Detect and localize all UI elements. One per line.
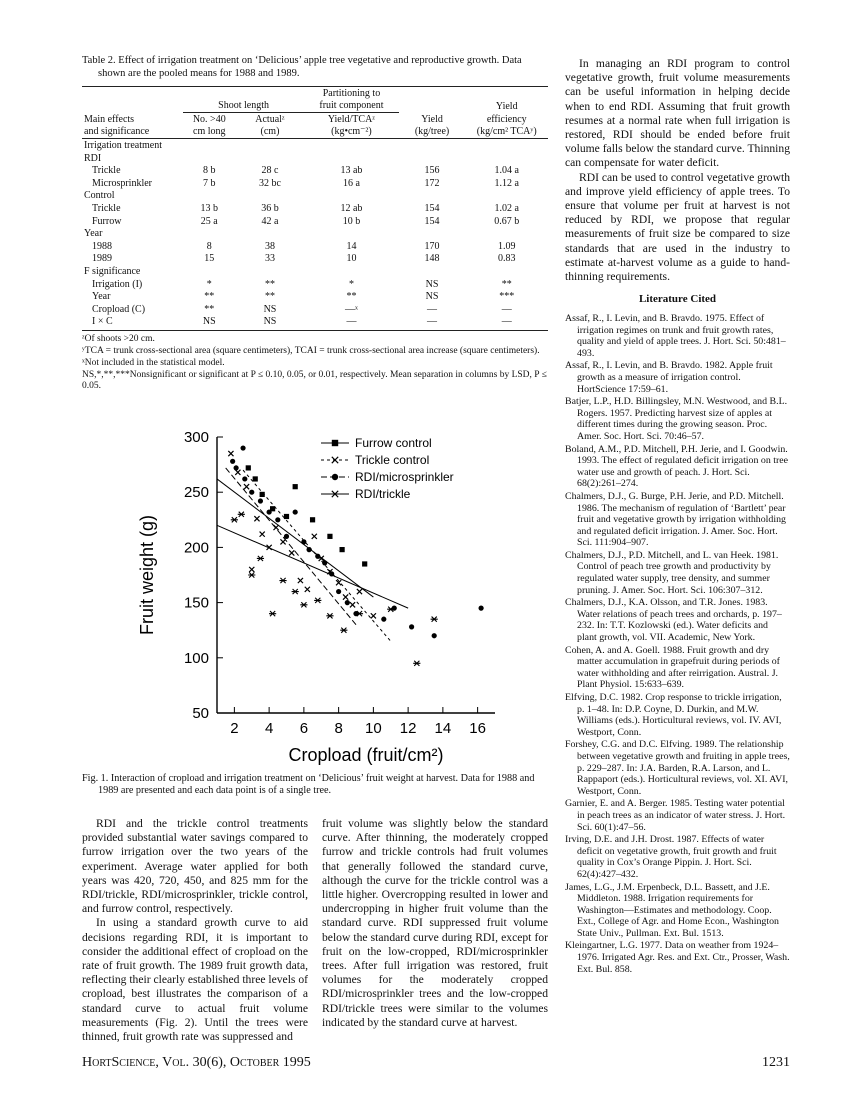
table-cell <box>399 265 466 278</box>
table-cell: 33 <box>264 253 275 265</box>
y-axis-label: Fruit weight (g) <box>137 514 157 636</box>
body-column-right <box>565 57 790 284</box>
table-cell: 10 b <box>342 215 361 227</box>
data-point <box>257 556 264 561</box>
body-column-middle <box>322 817 548 1030</box>
table-caption: Table 2. Effect of irrigation treatment on ‘Delicious’ apple tree vegetative and reproductive growth. Data shown are the pooled means for 1988 and 1989. <box>82 55 522 79</box>
table-cell <box>399 139 466 152</box>
table-cell <box>304 190 398 203</box>
column-header-5-line1: efficiency <box>486 113 527 125</box>
table-footnote: ᶻOf shoots >20 cm. <box>82 334 155 345</box>
table-row <box>82 265 548 278</box>
regression-line <box>217 479 373 597</box>
data-point <box>340 547 345 552</box>
column-header-5-line2: (kg/cm² TCAʸ) <box>476 126 537 138</box>
table-cell <box>304 152 398 165</box>
right-column-paragraph: In managing an RDI program to control vegetative growth, fruit volume measurements can be useful information in helping decide when to end RDI. Assuming that fruit growth resumes at a normal rate when full irrigation is restored, RDI should be ended before fruit volume falls below the standard curve. Thinning can compensate for water deficit. <box>565 57 790 170</box>
table-row <box>82 152 548 165</box>
legend-label: RDI/microsprinkler <box>355 470 454 484</box>
table-cell <box>399 228 466 241</box>
table-cell <box>236 265 305 278</box>
data-point <box>275 517 280 522</box>
table-cell: 42 a <box>261 215 279 227</box>
fruit-weight-scatter-chart <box>125 425 515 770</box>
data-point <box>413 661 420 666</box>
data-point <box>246 465 251 470</box>
table-cell: — <box>501 303 512 315</box>
table-cell: 14 <box>346 240 357 252</box>
x-tick-label: 10 <box>365 720 382 737</box>
table-cell: 154 <box>424 215 440 227</box>
data-point <box>249 490 254 495</box>
data-point <box>322 560 327 565</box>
data-point <box>432 633 437 638</box>
table-cell: NS <box>263 303 277 315</box>
reference-item: Batjer, L.P., H.D. Billingsley, M.N. Westwood, and B.L. Rogers. 1957. Predicting harvest size of apples at different times during the growing season. Proc. Amer. Soc. Hort. Sci. 70:46–57. <box>565 396 788 442</box>
table-cell: 170 <box>424 240 440 252</box>
data-point <box>273 525 278 530</box>
data-point <box>312 534 317 539</box>
legend-label: Trickle control <box>355 453 430 467</box>
footer-journal: HortScience, Vol. 30(6), October 1995 <box>82 1055 311 1070</box>
data-point <box>284 514 289 519</box>
data-point <box>258 498 263 503</box>
table-cell: ** <box>264 278 275 290</box>
reference-item: Irving, D.E. and J.H. Drost. 1987. Effects of water deficit on vegetative growth, fruit growth and fruit quality in Cox’s Orange Pippin. J. Hort. Sci. 62(4):427–432. <box>565 834 777 880</box>
reference-item: Kleingartner, L.G. 1977. Data on weather from 1924–1976. Irrigated Agr. Res. and Ext. Ctr., Prosser, Wash. Ext. Bul. 858. <box>565 940 790 975</box>
table-cell: ** <box>346 291 357 303</box>
data-point <box>249 567 254 572</box>
table-cell: *** <box>499 291 515 303</box>
figure-1 <box>125 425 515 770</box>
table-row <box>82 190 548 203</box>
footer-page-number: 1231 <box>762 1055 790 1070</box>
table-cell: 0.83 <box>497 253 516 265</box>
table-cell <box>304 139 398 152</box>
reference-item: Chalmers, D.J., K.A. Olsson, and T.R. Jones. 1983. Water relations of peach trees and orchards, p. 197–232. In: T.T. Kozlowski (ed.). Water deficits and plant growth, vol. VII. Academic, New York. <box>565 597 782 644</box>
column-header-3-line1: Yield/TCAᶻ <box>327 113 376 125</box>
table-cell <box>399 152 466 165</box>
table-cell: * <box>206 278 212 290</box>
data-point <box>269 611 276 616</box>
data-point <box>387 607 394 612</box>
table-cell: 156 <box>424 165 440 177</box>
legend-label: Furrow control <box>355 436 432 450</box>
table-cell <box>236 139 305 152</box>
table-cell: 32 bc <box>258 177 281 189</box>
table-footnotes <box>82 334 548 393</box>
table-cell <box>465 228 548 241</box>
group-header-yield: Yield <box>495 100 518 112</box>
right-column-paragraph: RDI can be used to control vegetative growth and improve yield efficiency of apple trees. To ensure that volume per fruit at harvest is not reduced by RDI, we propose that regular measurements of fruit size be compared to size standards that are used in the industry to estimate at-harvest volume as a guide to hand-thinning requirements. <box>565 170 790 284</box>
row-label: RDI <box>84 152 102 164</box>
table-cell: 25 a <box>200 215 218 227</box>
data-point <box>326 613 333 618</box>
table-footnote: ˣNot included in the statistical model. <box>82 357 225 368</box>
row-label: Trickle <box>92 202 121 214</box>
table-cell: 15 <box>204 253 215 265</box>
data-point <box>244 484 249 489</box>
table-cell <box>183 139 236 152</box>
row-label: Year <box>84 228 103 240</box>
column-header-0-line2: and significance <box>84 126 150 138</box>
row-label: Trickle <box>92 165 121 177</box>
column-header-4-line1: Yield <box>421 113 443 125</box>
data-point <box>267 509 272 514</box>
table-cell: 36 b <box>261 202 279 214</box>
row-label: Irrigation (I) <box>92 278 143 290</box>
table-cell: ** <box>204 303 215 315</box>
data-point <box>238 512 245 517</box>
row-label: F significance <box>84 265 141 277</box>
data-point <box>260 532 265 537</box>
table-cell: 16 a <box>342 177 360 189</box>
table-cell: 172 <box>424 177 440 189</box>
table-cell: 1.09 <box>497 240 516 252</box>
table-cell <box>183 190 236 203</box>
table-row <box>82 165 548 178</box>
reference-item: Boland, A.M., P.D. Mitchell, P.H. Jerie, and I. Goodwin. 1993. The effect of regulated deficit irrigation on tree water use and growth of peach. J. Hort. Sci. 68(2):261–274. <box>565 443 789 490</box>
data-point <box>327 534 332 539</box>
table-row <box>82 303 548 316</box>
data-point <box>240 445 245 450</box>
x-tick-label: 8 <box>334 720 343 737</box>
data-point <box>314 598 321 603</box>
table-cell: ** <box>501 278 512 290</box>
table-cell: 13 b <box>200 202 219 214</box>
x-axis-label: Cropload (fruit/cm²) <box>288 745 444 765</box>
results-table <box>82 87 548 328</box>
data-point <box>479 606 484 611</box>
row-label: 1989 <box>92 253 112 265</box>
row-label: Furrow <box>92 215 122 227</box>
legend-marker <box>332 457 338 463</box>
table-cell <box>183 265 236 278</box>
table-cell: — <box>427 303 438 315</box>
table-row <box>82 215 548 228</box>
data-point <box>315 554 320 559</box>
body-column-left <box>82 817 308 1044</box>
table-row <box>82 253 548 266</box>
references-list <box>565 313 790 976</box>
table-cell <box>236 190 305 203</box>
y-tick-label: 50 <box>192 705 209 722</box>
column-header-3-line2: (kg•cm⁻²) <box>331 126 372 138</box>
table-row <box>82 291 548 304</box>
table-cell <box>183 152 236 165</box>
table-cell: 38 <box>264 240 275 252</box>
row-label: I × C <box>92 316 113 328</box>
table-cell: 154 <box>424 202 440 214</box>
table-cell: — <box>501 316 512 328</box>
table-cell <box>183 228 236 241</box>
reference-item: Garnier, E. and A. Berger. 1985. Testing water potential in peach trees as an indicator of water stress. J. Hort. Sci. 60(1):47–56. <box>565 798 786 833</box>
table-cell <box>465 190 548 203</box>
data-point <box>343 594 348 599</box>
table-cell <box>465 152 548 165</box>
y-tick-label: 150 <box>183 594 209 612</box>
table-cell: —ˣ <box>344 303 358 315</box>
table-cell: 1.12 a <box>494 177 519 189</box>
data-point <box>231 517 238 522</box>
table-cell <box>236 228 305 241</box>
legend-marker <box>332 440 338 446</box>
x-tick-label: 2 <box>230 720 239 737</box>
column-header-4-line2: (kg/tree) <box>414 126 450 138</box>
data-point <box>362 561 367 566</box>
data-point <box>293 509 298 514</box>
table-row <box>82 278 548 291</box>
data-point <box>279 578 286 583</box>
table-cell: ** <box>204 291 215 303</box>
data-point <box>248 572 255 577</box>
data-point <box>340 628 347 633</box>
y-tick-label: 250 <box>183 484 209 502</box>
data-point <box>305 587 310 592</box>
table-cell <box>465 139 548 152</box>
table-cell: 10 <box>346 253 357 265</box>
data-point <box>292 589 299 594</box>
table-footnote: NS,*,**,***Nonsignificant or significant at P ≤ 0.10, 0.05, or 0.01, respectively. Mean separation in columns by LSD, P ≤ 0.05. <box>82 369 547 392</box>
group-header-partition1: Partitioning to <box>322 87 381 99</box>
data-point <box>301 539 306 544</box>
data-point <box>329 571 334 576</box>
x-tick-label: 16 <box>469 720 486 737</box>
reference-item: Chalmers, D.J., P.D. Mitchell, and L. van Heek. 1981. Control of peach tree growth and productivity by regulated water supply, tree density, and summer pruning. J. Amer. Soc. Hort. Sci. 106:307–312. <box>565 549 779 596</box>
table-cell <box>304 265 398 278</box>
data-point <box>371 613 376 618</box>
table-row <box>82 240 548 253</box>
table-cell: ** <box>264 291 275 303</box>
legend-marker <box>331 491 339 497</box>
table-cell: 1.02 a <box>494 202 519 214</box>
middle-column-paragraph: fruit volume was slightly below the standard curve. After thinning, the moderately cropped furrow and trickle controls had fruit volumes that generally followed the standard curve, although the curve for the trickle control was a little higher. Overcropping resulted in lower and undercropping in higher fruit volume than the standard curve. RDI suppressed fruit volume below the standard curve during RDI, except for fruit on the low-cropped, RDI/microsprinkler trees. After full irrigation was restored, fruit volumes for the moderately cropped RDI/microsprinkler trees and the low-cropped RDI/trickle trees were similar to the volumes indicated by the standard curve at harvest. <box>322 817 548 1029</box>
row-label: 1988 <box>92 240 112 252</box>
table-row <box>82 177 548 190</box>
reference-item: James, L.G., J.M. Erpenbeck, D.L. Bassett, and J.E. Middleton. 1988. Irrigation requirements for Washington—Estimates and methodology. Coop. Ext., College of Agr. and Home Econ., Washington State Univ., Pullman. Ext. Bul. 1513. <box>565 881 779 939</box>
data-point <box>310 517 315 522</box>
left-column-paragraph: In using a standard growth curve to aid decisions regarding RDI, it is important to consider the additional effect of cropload on the rate of fruit growth. The 1989 fruit growth data, reflecting their clearly established three levels of cropload, best illustrates the comparison of a standard curve to actual fruit volume measurements (Fig. 2). Until the trees were thinned, fruit growth rate was suppressed and <box>82 916 308 1044</box>
group-header-shoot: Shoot length <box>183 100 304 113</box>
data-point <box>431 617 438 622</box>
column-header-0-line1: Main effects <box>84 113 135 125</box>
data-point <box>300 602 307 607</box>
x-tick-label: 14 <box>434 720 452 737</box>
table-cell: NS <box>202 316 216 328</box>
data-point <box>284 534 289 539</box>
data-point <box>289 550 294 555</box>
data-point <box>234 465 239 470</box>
left-column-paragraph: RDI and the trickle control treatments provided substantial water savings compared to furrow irrigation over the two years of the experiment. Average water applied for both years was 420, 720, 450, and 825 mm for the RDI/trickle, RDI/microsprinkler, trickle control, and furrow control, respectively. <box>82 817 308 916</box>
table-cell: * <box>348 278 354 290</box>
reference-item: Elfving, D.C. 1982. Crop response to trickle irrigation, p. 1–48. In: D.P. Coyne, D. Durkin, and M.W. Williams (eds.). Horticultural reviews, vol. IV. AVI, Westport, Conn. <box>565 692 782 738</box>
row-label: Control <box>84 190 115 202</box>
group-header-partition2: fruit component <box>304 100 398 113</box>
table-cell <box>304 228 398 241</box>
table-cell: 8 <box>206 240 212 252</box>
y-tick-label: 300 <box>183 429 209 446</box>
table-row <box>82 316 548 329</box>
table-block <box>82 55 548 393</box>
table-row <box>82 202 548 215</box>
data-point <box>306 547 311 552</box>
data-point <box>409 624 414 629</box>
table-cell: 12 ab <box>340 202 363 214</box>
data-point <box>242 476 247 481</box>
data-point <box>280 539 285 544</box>
table-cell: 0.67 b <box>494 215 520 227</box>
table-cell <box>465 265 548 278</box>
data-point <box>381 617 386 622</box>
data-point <box>293 484 298 489</box>
reference-item: Chalmers, D.J., G. Burge, P.H. Jerie, and P.D. Mitchell. 1986. The mechanism of regulation of ‘Bartlett’ pear fruit and vegetative growth by irrigation withholding and regulated deficit irrigation. J. Amer. Soc. Hort. Sci. 111:904–907. <box>565 490 786 549</box>
row-label: Microsprinkler <box>92 177 152 189</box>
row-label: Year <box>92 291 111 303</box>
reference-item: Cohen, A. and A. Goell. 1988. Fruit growth and dry matter accumulation in grapefruit during periods of water withholding and after reirrigation. Austral. J. Plant Physiol. 15:633–639. <box>565 644 780 691</box>
reference-item: Assaf, R., I. Levin, and B. Bravdo. 1975. Effect of irrigation regimes on trunk and fruit growth rates, quality and yield of apple trees. J. Hort. Sci. 50:481–493. <box>565 313 786 359</box>
literature-heading: Literature Cited <box>638 293 717 305</box>
data-point <box>228 451 233 456</box>
table-cell <box>236 152 305 165</box>
table-cell: 7 b <box>203 177 216 189</box>
y-tick-label: 200 <box>183 539 209 557</box>
column-header-2-line2: (cm) <box>260 126 280 138</box>
data-point <box>298 578 303 583</box>
table-cell <box>399 190 466 203</box>
data-point <box>260 492 265 497</box>
data-point <box>356 611 363 616</box>
table-cell: 13 ab <box>340 165 363 177</box>
column-header-1-line2: cm long <box>193 126 226 138</box>
x-tick-label: 4 <box>264 720 274 737</box>
table-cell: 8 b <box>203 165 216 177</box>
table-cell: — <box>346 316 357 328</box>
row-label: Cropload (C) <box>92 303 146 315</box>
data-point <box>336 589 341 594</box>
data-point <box>345 600 350 605</box>
column-header-2-line1: Actualᶻ <box>255 113 285 125</box>
table-cell: 28 c <box>261 165 279 177</box>
regression-line <box>226 468 356 625</box>
table-row <box>82 228 548 241</box>
data-point <box>254 516 259 521</box>
data-point <box>253 476 258 481</box>
legend-label: RDI/trickle <box>355 487 411 501</box>
x-tick-label: 6 <box>299 720 309 737</box>
reference-item: Forshey, C.G. and D.C. Elfving. 1989. The relationship between vegetative growth and fruiting in apple trees, p. 229–287. In: J.A. Barden, R.A. Larson, and L. Rappaport (eds.). Horticultural reviews, vol. XI. AVI, Westport, Conn. <box>565 739 790 797</box>
table-cell: — <box>427 316 438 328</box>
table-cell: NS <box>425 278 439 290</box>
x-tick-label: 12 <box>399 720 417 737</box>
table-cell: 1.04 a <box>494 165 519 177</box>
data-point <box>230 459 235 464</box>
y-tick-label: 100 <box>183 649 209 667</box>
column-header-1-line1: No. >40 <box>192 113 226 125</box>
table-cell: NS <box>425 291 439 303</box>
row-label: Irrigation treatment <box>84 139 163 151</box>
table-cell: NS <box>263 316 277 328</box>
reference-item: Assaf, R., I. Levin, and B. Bravdo. 1982. Apple fruit growth as a measure of irrigation control. HortScience 17:59–61. <box>565 360 773 395</box>
legend-marker <box>332 474 338 480</box>
table-cell: 148 <box>424 253 440 265</box>
table-footnote: ʸTCA = trunk cross-sectional area (square centimeters), TCAI = trunk cross-sectional area increase (square centimeters). <box>82 346 540 357</box>
data-point <box>350 602 355 607</box>
table-row <box>82 139 548 152</box>
figure-caption: Fig. 1. Interaction of cropload and irrigation treatment on ‘Delicious’ fruit weight at harvest. Data for 1988 and 1989 are presented and each data point is of a single tree. <box>82 773 535 796</box>
data-point <box>357 589 362 594</box>
